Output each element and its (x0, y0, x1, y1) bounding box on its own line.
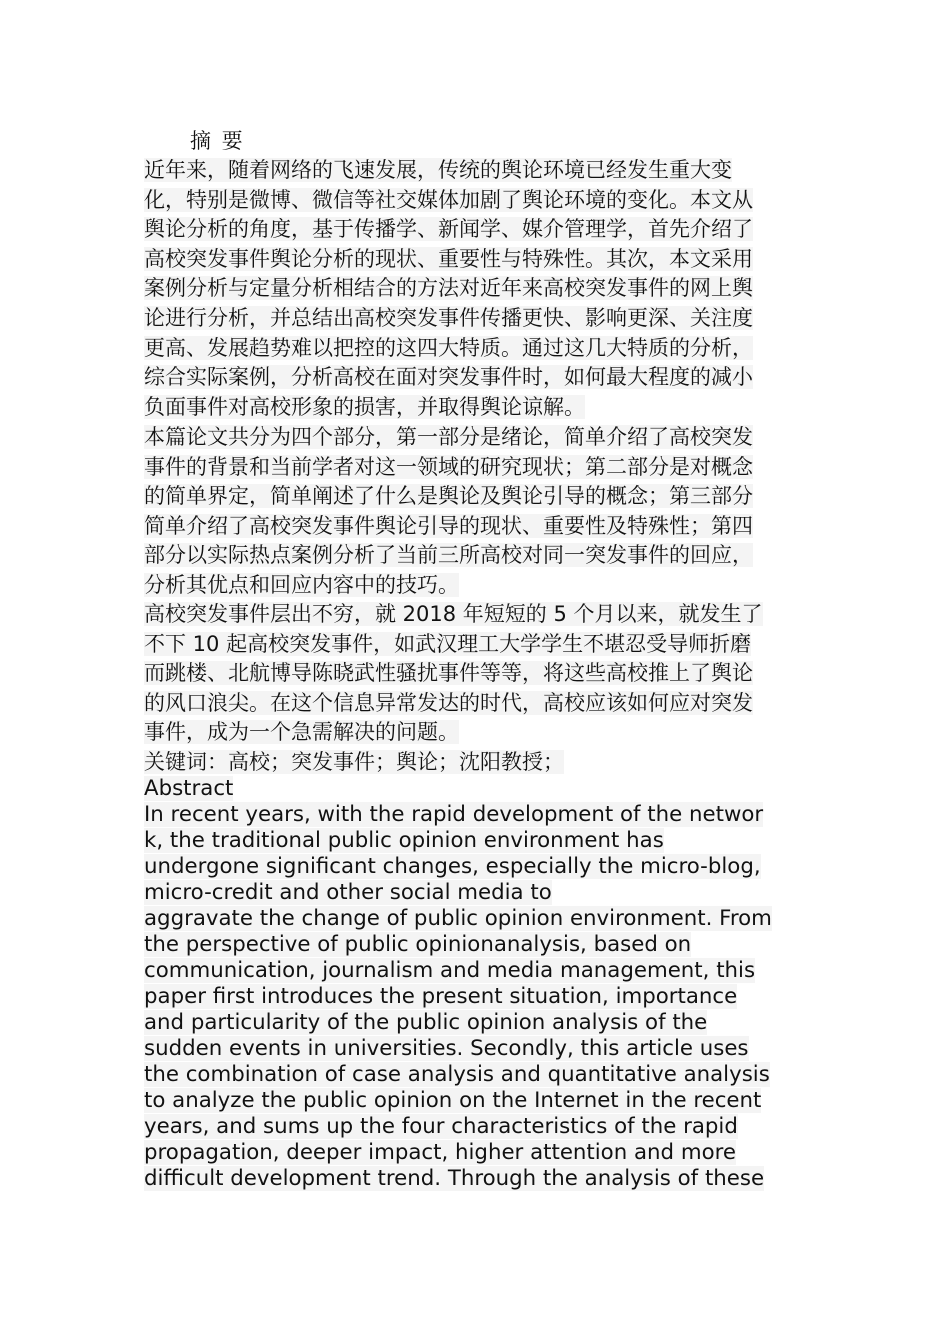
text-line: 负面事件对高校形象的损害，并取得舆论谅解。 (144, 394, 585, 419)
text-line: 高校突发事件舆论分析的现状、重要性与特殊性。其次，本文采用 (144, 246, 753, 271)
text-line: propagation, deeper impact, higher attention and more (144, 1140, 736, 1165)
text-line: k, the traditional public opinion environment has (144, 828, 664, 853)
text-line: 案例分析与定量分析相结合的方法对近年来高校突发事件的网上舆 (144, 276, 753, 301)
text-line: paper first introduces the present situation, importance (144, 984, 738, 1009)
text-line: and particularity of the public opinion analysis of the (144, 1010, 708, 1035)
text-line: 的风口浪尖。在这个信息异常发达的时代，高校应该如何应对突发 (144, 690, 753, 715)
abstract-en (144, 776, 824, 1192)
text-line: communication, journalism and media management, this (144, 958, 756, 983)
text-line: sudden events in universities. Secondly, this article uses (144, 1036, 749, 1061)
abstract-heading-zh: 摘 要 (190, 129, 245, 153)
keywords-line: 关键词：高校；突发事件；舆论；沈阳教授； (144, 750, 564, 774)
text-line: 简单介绍了高校突发事件舆论引导的现状、重要性及特殊性；第四 (144, 513, 753, 538)
text-line: 更高、发展趋势难以把控的这四大特质。通过这几大特质的分析， (144, 335, 753, 360)
text-line: 部分以实际热点案例分析了当前三所高校对同一突发事件的回应， (144, 543, 753, 568)
text-line: 事件，成为一个急需解决的问题。 (144, 720, 459, 745)
text-line: 舆论分析的角度，基于传播学、新闻学、媒介管理学，首先介绍了 (144, 217, 753, 242)
abstract-paragraph-3 (144, 600, 794, 748)
text-line: difficult development trend. Through the analysis of these (144, 1166, 765, 1191)
text-line: 事件的背景和当前学者对这一领域的研究现状；第二部分是对概念 (144, 454, 753, 479)
text-line: In recent years, with the rapid development of the networ (144, 802, 764, 827)
abstract-paragraph-1 (144, 156, 794, 422)
text-line: 不下 10 起高校突发事件，如武汉理工大学学生不堪忍受导师折磨 (144, 631, 752, 656)
text-line: 的简单界定，简单阐述了什么是舆论及舆论引导的概念；第三部分 (144, 484, 753, 509)
text-line: the perspective of public opinionanalysis, based on (144, 932, 692, 957)
abstract-heading-en: Abstract (144, 776, 234, 801)
text-line: 综合实际案例，分析高校在面对突发事件时，如何最大程度的减小 (144, 365, 753, 390)
text-line: 论进行分析，并总结出高校突发事件传播更快、影响更深、关注度 (144, 305, 753, 330)
text-line: 而跳楼、北航博导陈晓武性骚扰事件等等，将这些高校推上了舆论 (144, 661, 753, 686)
keywords-zh (144, 748, 794, 778)
text-line: 化，特别是微博、微信等社交媒体加剧了舆论环境的变化。本文从 (144, 187, 753, 212)
text-line: 高校突发事件层出不穷，就 2018 年短短的 5 个月以来，就发生了 (144, 602, 763, 626)
text-line: 本篇论文共分为四个部分，第一部分是绪论，简单介绍了高校突发 (144, 425, 753, 449)
abstract-paragraph-2 (144, 423, 794, 601)
text-line: the combination of case analysis and quantitative analysis (144, 1062, 770, 1087)
text-line: 分析其优点和回应内容中的技巧。 (144, 572, 459, 597)
text-line: to analyze the public opinion on the Internet in the recent (144, 1088, 762, 1113)
text-line: aggravate the change of public opinion environment. From (144, 906, 772, 931)
text-line: micro-credit and other social media to (144, 880, 552, 905)
text-line: years, and sums up the four characteristics of the rapid (144, 1114, 738, 1139)
text-line: 近年来，随着网络的飞速发展，传统的舆论环境已经发生重大变 (144, 158, 732, 182)
text-line: undergone significant changes, especially the micro-blog, (144, 854, 761, 879)
